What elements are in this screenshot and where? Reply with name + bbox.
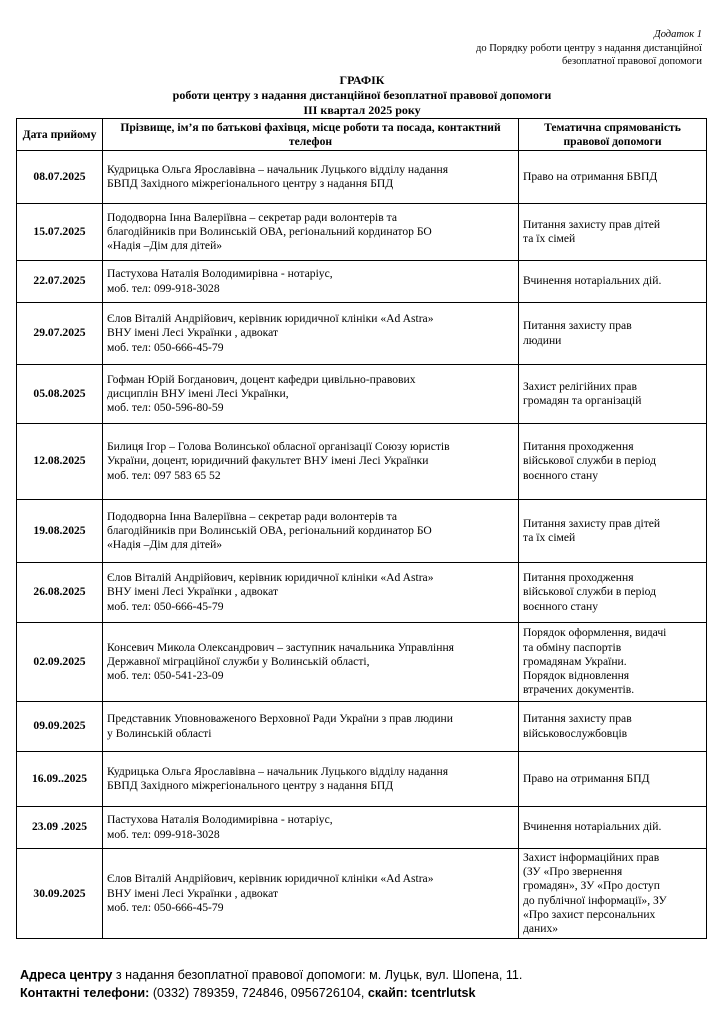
topic-line: Питання проходження xyxy=(523,571,634,585)
table-row xyxy=(17,807,707,849)
cell-person xyxy=(103,752,519,807)
appendix-title: Додаток 1 xyxy=(654,29,702,40)
person-line: Представник Уповноваженого Верховної Ради України з прав людини xyxy=(107,712,453,726)
topic-line: громадян та організацій xyxy=(523,394,642,407)
schedule-table xyxy=(16,118,707,939)
person-line: моб. тел: 050-666-45-79 xyxy=(107,900,224,914)
topic-line: Питання захисту прав xyxy=(523,319,632,333)
cell-topic xyxy=(519,365,707,424)
topic-line: Порядок оформлення, видачі xyxy=(523,626,667,640)
table-row xyxy=(17,623,707,702)
phones-label: Контактні телефони: xyxy=(20,986,150,1000)
topic-line: Вчинення нотаріальних дій. xyxy=(523,820,662,834)
header-topic: Тематична спрямованість правової допомоги xyxy=(519,119,707,151)
topic-line: громадян», ЗУ «Про доступ xyxy=(523,879,660,893)
cell-person xyxy=(103,204,519,261)
topic-line: втрачених документів. xyxy=(523,683,635,697)
table-row xyxy=(17,563,707,623)
person-line: моб. тел: 050-541-23-09 xyxy=(107,669,224,683)
cell-person xyxy=(103,261,519,303)
table-row xyxy=(17,702,707,752)
person-line: моб. тел: 099-918-3028 xyxy=(107,281,220,295)
cell-person xyxy=(103,807,519,849)
cell-date: 30.09.2025 xyxy=(17,849,103,939)
appendix-line-1: до Порядку роботи центру з надання дистанційної xyxy=(476,42,702,54)
cell-person xyxy=(103,702,519,752)
footer-contacts xyxy=(20,966,710,1002)
table-row xyxy=(17,752,707,807)
document-period: III квартал 2025 року xyxy=(303,103,421,117)
person-line: Кудрицька Ольга Ярославівна – начальник Луцького відділу надання xyxy=(107,162,449,176)
person-line: Пододворна Інна Валеріївна – секретар ради волонтерів та xyxy=(107,210,398,224)
topic-line: Питання захисту прав дітей xyxy=(523,217,661,231)
topic-line: людини xyxy=(523,333,562,347)
table-header-row xyxy=(17,119,707,151)
cell-topic xyxy=(519,752,707,807)
topic-line: Захист інформаційних прав xyxy=(523,851,660,864)
person-line: БВПД Західного міжрегіонального центру з надання БПД xyxy=(107,177,394,190)
person-line: «Надія –Дім для дітей» xyxy=(107,538,223,552)
footer-address xyxy=(20,966,710,984)
table-row xyxy=(17,424,707,500)
table-row xyxy=(17,500,707,563)
topic-line: Право на отримання БПД xyxy=(523,771,650,785)
person-line: Єлов Віталій Андрійович, керівник юридичної клініки «Ad Astra» xyxy=(107,872,434,886)
person-line: Пододворна Інна Валеріївна – секретар ради волонтерів та xyxy=(107,509,398,523)
table-row xyxy=(17,151,707,204)
cell-topic xyxy=(519,623,707,702)
person-line: моб. тел: 097 583 65 52 xyxy=(107,468,221,482)
person-line: Консевич Микола Олександрович – заступник начальника Управління xyxy=(107,640,454,654)
person-line: Гофман Юрій Богданович, доцент кафедри цивільно-правових xyxy=(107,372,416,386)
footer-phones xyxy=(20,984,710,1002)
person-line: України, доцент, юридичний факультет ВНУ імені Лесі Українки xyxy=(107,454,429,468)
address-label: Адреса центру xyxy=(20,968,113,982)
topic-line: та обміну паспортів xyxy=(523,640,622,654)
cell-date: 05.08.2025 xyxy=(17,365,103,424)
person-line: ВНУ імені Лесі Українки , адвокат xyxy=(107,886,279,900)
cell-person xyxy=(103,563,519,623)
topic-line: Питання захисту прав дітей xyxy=(523,516,661,530)
table-row xyxy=(17,261,707,303)
address-text: з надання безоплатної правової допомоги: м. Луцьк, вул. Шопена, 11. xyxy=(112,968,523,982)
topic-line: (ЗУ «Про звернення xyxy=(523,865,623,879)
cell-topic xyxy=(519,500,707,563)
topic-line: громадянам України. xyxy=(523,654,627,668)
document-subtitle: роботи центру з надання дистанційної безоплатної правової допомоги xyxy=(172,88,552,102)
topic-line: Порядок відновлення xyxy=(523,669,630,683)
phones-text: (0332) 789359, 724846, 0956726104, xyxy=(149,986,368,1000)
topic-line: воєнного стану xyxy=(523,599,599,613)
cell-person xyxy=(103,623,519,702)
topic-line: військової служби в період xyxy=(523,585,657,599)
table-row xyxy=(17,365,707,424)
person-line: ВНУ імені Лесі Українки , адвокат xyxy=(107,585,279,599)
cell-person xyxy=(103,849,519,939)
cell-date: 29.07.2025 xyxy=(17,303,103,365)
person-line: Билиця Ігор – Голова Волинської обласної організації Союзу юристів xyxy=(107,440,450,454)
topic-line: Питання захисту прав xyxy=(523,712,632,726)
cell-topic xyxy=(519,563,707,623)
cell-person xyxy=(103,303,519,365)
cell-topic xyxy=(519,807,707,849)
skype-label: скайп: tcentrlutsk xyxy=(367,986,476,1000)
person-line: БВПД Західного міжрегіонального центру з надання БПД xyxy=(107,779,394,792)
header-date: Дата прийому xyxy=(17,119,103,151)
topic-line: Захист релігійних прав xyxy=(523,379,637,393)
cell-date: 02.09.2025 xyxy=(17,623,103,702)
person-line: моб. тел: 050-596-80-59 xyxy=(107,401,224,415)
person-line: Єлов Віталій Андрійович, керівник юридичної клініки «Ad Astra» xyxy=(107,571,434,585)
cell-person xyxy=(103,424,519,500)
topic-line: Право на отримання БВПД xyxy=(523,169,658,183)
table-row xyxy=(17,849,707,939)
cell-date: 12.08.2025 xyxy=(17,424,103,500)
cell-date: 15.07.2025 xyxy=(17,204,103,261)
schedule-body xyxy=(17,151,707,939)
cell-topic xyxy=(519,303,707,365)
cell-date: 16.09..2025 xyxy=(17,752,103,807)
document-title: ГРАФІК xyxy=(339,73,385,87)
cell-date: 09.09.2025 xyxy=(17,702,103,752)
topic-line: Питання проходження xyxy=(523,440,634,454)
table-row xyxy=(17,204,707,261)
cell-person xyxy=(103,500,519,563)
topic-line: «Про захист персональних xyxy=(523,907,656,921)
person-line: моб. тел: 099-918-3028 xyxy=(107,827,220,841)
person-line: благодійників при Волинській ОВА, регіональний кординатор БО xyxy=(107,523,432,537)
topic-line: Вчинення нотаріальних дій. xyxy=(523,274,662,288)
person-line: Державної міграційної служби у Волинській області, xyxy=(107,654,370,668)
cell-person xyxy=(103,151,519,204)
cell-topic xyxy=(519,204,707,261)
person-line: моб. тел: 050-666-45-79 xyxy=(107,599,224,613)
person-line: «Надія –Дім для дітей» xyxy=(107,239,223,253)
table-row xyxy=(17,303,707,365)
person-line: благодійників при Волинській ОВА, регіональний кординатор БО xyxy=(107,224,432,238)
topic-line: та їх сімей xyxy=(523,531,576,544)
cell-date: 22.07.2025 xyxy=(17,261,103,303)
topic-line: даних» xyxy=(523,922,559,936)
person-line: Кудрицька Ольга Ярославівна – начальник Луцького відділу надання xyxy=(107,764,449,778)
topic-line: воєнного стану xyxy=(523,468,599,482)
person-line: моб. тел: 050-666-45-79 xyxy=(107,340,224,354)
cell-topic xyxy=(519,849,707,939)
person-line: Пастухова Наталія Володимирівна - нотаріус, xyxy=(107,813,333,827)
cell-date: 08.07.2025 xyxy=(17,151,103,204)
document-heading xyxy=(0,73,724,118)
header-person: Прізвище, ім’я по батькові фахівця, місце роботи та посада, контактний телефон xyxy=(103,119,519,151)
person-line: дисциплін ВНУ імені Лесі Українки, xyxy=(107,386,289,400)
cell-date: 23.09 .2025 xyxy=(17,807,103,849)
cell-topic xyxy=(519,702,707,752)
topic-line: військової служби в період xyxy=(523,454,657,468)
person-line: Єлов Віталій Андрійович, керівник юридичної клініки «Ad Astra» xyxy=(107,312,434,326)
topic-line: до публічної інформації», ЗУ xyxy=(523,893,667,907)
cell-date: 19.08.2025 xyxy=(17,500,103,563)
appendix-line-2: безоплатної правової допомоги xyxy=(561,56,702,67)
topic-line: військовослужбовців xyxy=(523,726,628,740)
cell-topic xyxy=(519,424,707,500)
person-line: ВНУ імені Лесі Українки , адвокат xyxy=(107,326,279,340)
cell-topic xyxy=(519,261,707,303)
appendix-note xyxy=(422,28,702,69)
cell-date: 26.08.2025 xyxy=(17,563,103,623)
cell-person xyxy=(103,365,519,424)
person-line: у Волинській області xyxy=(107,726,212,740)
topic-line: та їх сімей xyxy=(523,232,576,245)
cell-topic xyxy=(519,151,707,204)
person-line: Пастухова Наталія Володимирівна - нотаріус, xyxy=(107,267,333,281)
